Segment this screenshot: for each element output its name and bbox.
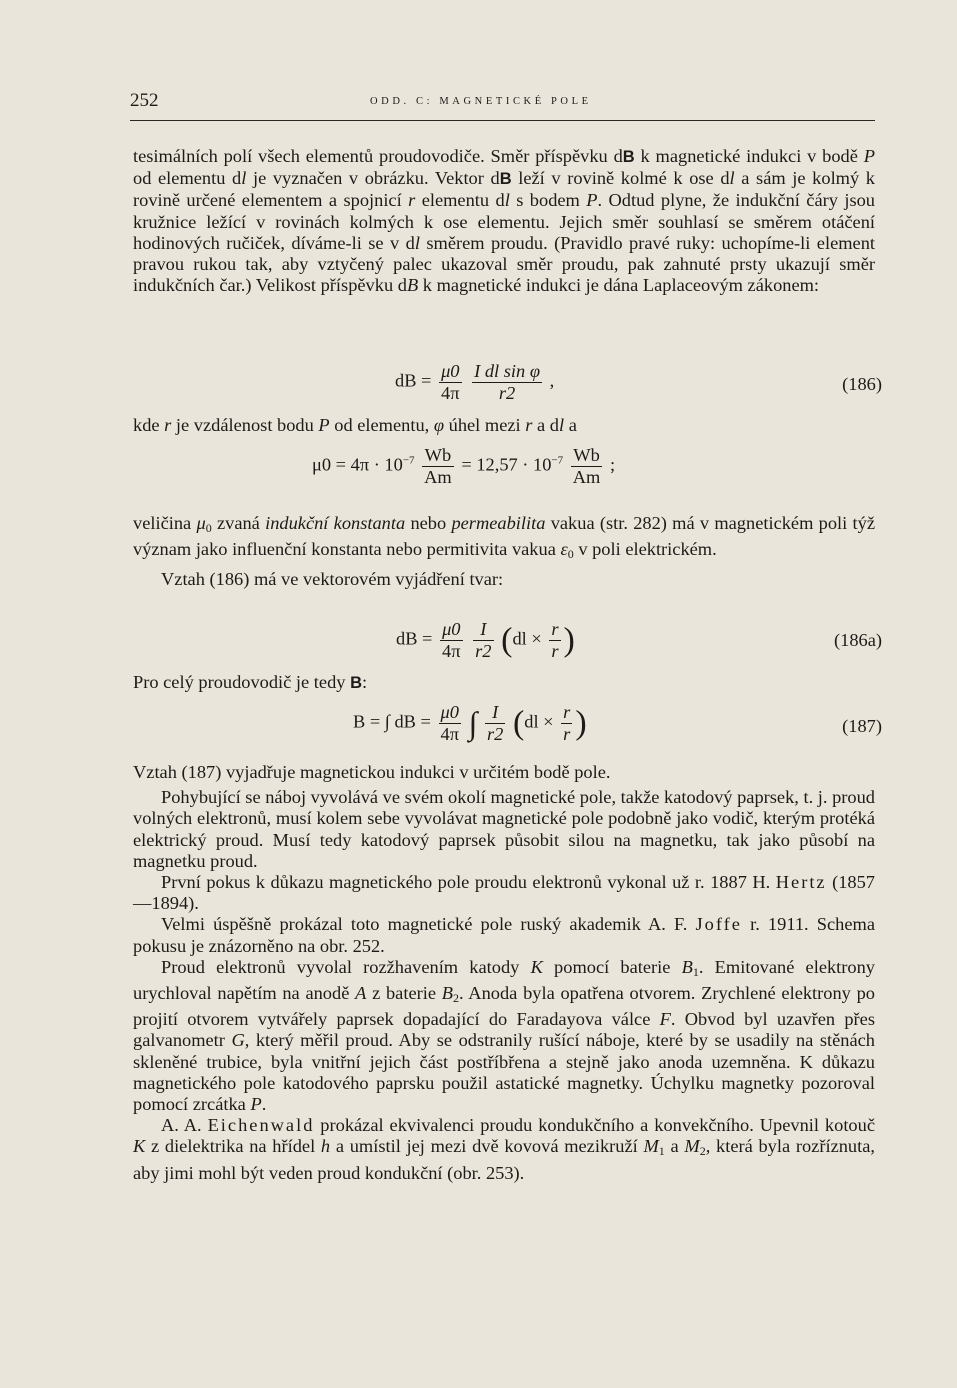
equation-187: B = ∫ dB = $\frac{\mu 0}{4\pi}$ ∫ $\frac{I}{r2}$ (dl × $\frac{r}{r}$ ) <box>353 702 587 744</box>
equation-186a: dB = $\frac{\mu 0}{4\pi}$ $\frac{I}{r2}$ (dl × $\frac{r}{r}$ ) <box>396 619 575 661</box>
equation-number-187: (187) <box>842 716 882 736</box>
page-header <box>130 88 875 121</box>
paragraph-intro: tesimálních polí všech elementů proudovodiče. Směr příspěvku dB k magnetické indukci v bodě P od elementu dl je vyznačen v obrázku. Vektor dB leží v rovině kolmé k ose dl a sám je kolmý k rovině určené elementem a spojnicí r elementu dl s bodem P. Odtud plyne, že indukční čáry jsou kružnice ležící v rovinách kolmých k ose elementu. Jejich směr souhlasí se směrem otáčení hodinových ručiček, díváme-li se v dl směrem proudu. (Pravidlo pravé ruky: uchopíme-li element pravou rukou tak, aby vztyčený palec ukazoval směr proudu, pak zahnuté prsty ukazují směr indukčních čar.) Velikost příspěvku dB k magnetické indukci je dána Laplaceovým zákonem: <box>133 146 876 296</box>
paragraph-whole-conductor: Pro celý proudovodič je tedy B: <box>133 672 368 692</box>
equation-186: dB = $\frac{\mu 0}{4\pi}$ $\frac{\text{I dl sin φ}}{r2}$ , <box>395 361 555 403</box>
body-text-main: Vztah (187) vyjadřuje magnetickou indukci v určitém bodě pole. Pohybující se náboj vyvolává ve svém okolí magnetické pole, takže katodový paprsek, t. j. proud volných elektronů, musí kolem sebe vyvolávat magnetické pole podobně jako vodič, kterým protéká elektrický proud. Musí tedy katodový paprsek působit silou na magnetku, tak jako působí na magnetku proud. První pokus k důkazu magnetického pole proudu elektronů vykonal už r. 1887 H. Hertz (1857—1894). Velmi úspěšně prokázal toto magnetické pole ruský akademik A. F. Joffe r. 1911. Schema pokusu je znázorněno na obr. 252. Proud elektronů vyvolal rozžhavením katody K pomocí baterie $B_1$. Emitované elektrony urychloval napětím na anodě A z baterie $B_2$. Anoda byla opatřena otvorem. Zrychlené elektrony po projití otvorem vytvářely paprsek dopadající do Faradayova válce F. Obvod byl uzavřen přes galvanometr G, který měřil proud. Aby se odstranily rušící náboje, které by se usadily na stěnách skleněné trubice, byla vnitřní jejich část postříbřena a stejně jako anoda uzemněna. K důkazu magnetického pole katodového paprsku použil astatické magnetky. Úchylku magnetky pozoroval pomocí zrcátka P. A. A. Eichenwald prokázal ekvivalenci proudu kondukčního a konvekčního. Upevnil kotouč K z dielektrika na hřídel h a umístil jej mezi dvě kovová mezikruží $M_1$ a $M_2$, která byla rozříznuta, aby jimi mohl být veden proud kondukční (obr. 253). <box>133 762 876 1183</box>
paragraph-permeability: veličina $\mu_0$ zvaná indukční konstanta nebo permeabilita vakua (str. 282) má v magnetickém poli týž význam jako influenční konstanta nebo permitivita vakua $\varepsilon_0$ v poli elektrickém. Vztah (186) má ve vektorovém vyjádření tvar: <box>133 513 875 590</box>
equation-number-186: (186) <box>842 374 882 394</box>
page-number: 252 <box>130 90 159 111</box>
equation-mu0: $\mu 0 = 4\pi \cdot 10^{-7}$ $\frac{Wb}{Am}$ = $12,57 \cdot 10^{-7}$ $\frac{Wb}{Am}$ ; <box>312 445 616 487</box>
equation-number-186a: (186a) <box>834 630 882 650</box>
paragraph-where: kde r je vzdálenost bodu P od elementu, φ úhel mezi r a dl a <box>133 415 577 435</box>
running-title: ODD. C: MAGNETICKÉ POLE <box>370 96 592 107</box>
